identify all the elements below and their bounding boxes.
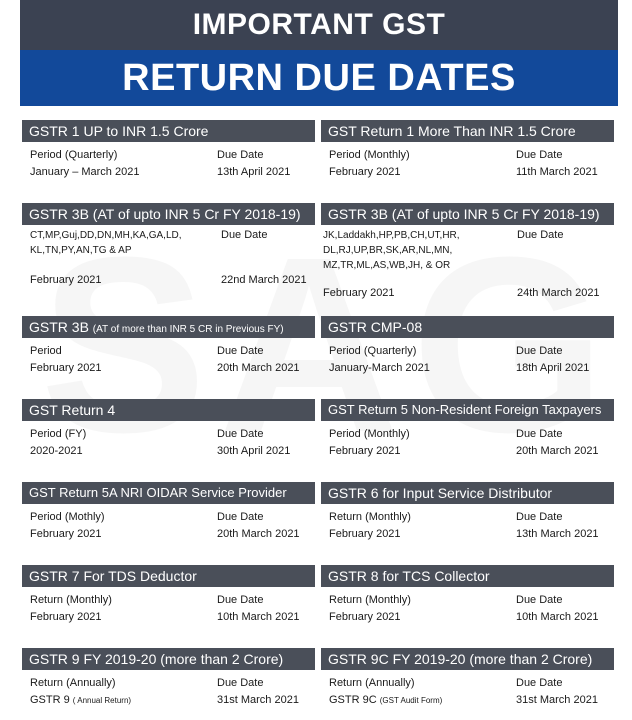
value-left: February 2021 <box>323 287 395 299</box>
return-form-note: (GST Audit Form) <box>379 696 443 705</box>
card-title-main: GSTR 3B <box>29 319 89 335</box>
card-title: GST Return 5A NRI OIDAR Service Provider <box>22 482 315 504</box>
value-right: 30th April 2021 <box>217 445 291 457</box>
label-left: Return (Monthly) <box>329 511 411 523</box>
value-right: 10th March 2021 <box>516 611 599 623</box>
label-right: Due Date <box>217 677 264 689</box>
value-left: January – March 2021 <box>30 166 140 178</box>
value-right: 20th March 2021 <box>516 445 599 457</box>
value-left <box>329 692 516 709</box>
card-gst-return5a <box>22 482 315 565</box>
value-right: 18th April 2021 <box>516 362 590 374</box>
card-gstr3b-group1 <box>22 203 315 316</box>
label-left: Period (Monthly) <box>329 428 410 440</box>
label-right: Due Date <box>517 229 564 241</box>
card-gstr1-more <box>321 120 614 203</box>
card-gstr1-upto <box>22 120 315 203</box>
label-left: Return (Monthly) <box>30 594 112 606</box>
card-title-note: (AT of more than INR 5 CR in Previous FY) <box>92 324 284 335</box>
header-title-line1: IMPORTANT GST <box>20 0 618 50</box>
value-left: February 2021 <box>329 611 401 623</box>
card-gstr3b-more <box>22 316 315 399</box>
value-left: February 2021 <box>329 166 401 178</box>
label-left: Period (Mothly) <box>30 511 105 523</box>
label-left: Period (FY) <box>30 428 87 440</box>
card-title: GSTR 7 For TDS Deductor <box>22 565 315 587</box>
label-left: Return (Monthly) <box>329 594 411 606</box>
label-right: Due Date <box>217 511 264 523</box>
card-title: GSTR 3B (AT of upto INR 5 Cr FY 2018-19) <box>321 203 614 225</box>
label-left: Return (Annually) <box>30 677 116 689</box>
label-right: Due Date <box>217 345 264 357</box>
states-list: JK,Laddakh,HP,PB,CH,UT,HR, DL,RJ,UP,BR,SK,AR,NL,MN, MZ,TR,ML,AS,WB,JH, & OR <box>323 230 460 271</box>
label-right: Due Date <box>516 677 563 689</box>
value-left: January-March 2021 <box>329 362 430 374</box>
states-list: CT,MP,Guj,DD,DN,MH,KA,GA,LD, KL,TN,PY,AN,TG & AP <box>30 230 182 256</box>
value-left: February 2021 <box>30 611 102 623</box>
label-right: Due Date <box>516 149 563 161</box>
card-title <box>22 316 315 338</box>
label-left: Return (Annually) <box>329 677 415 689</box>
card-gstr-cmp08 <box>321 316 614 399</box>
due-date-grid <box>22 120 614 718</box>
header-banner <box>20 0 618 106</box>
value-right: 22nd March 2021 <box>221 274 307 286</box>
card-title: GSTR 1 UP to INR 1.5 Crore <box>22 120 315 142</box>
card-title: GSTR 8 for TCS Collector <box>321 565 614 587</box>
card-title: GSTR 9C FY 2019-20 (more than 2 Crore) <box>321 648 614 670</box>
label-left: Period (Monthly) <box>329 149 410 161</box>
value-left: February 2021 <box>329 445 401 457</box>
card-title: GST Return 5 Non-Resident Foreign Taxpayers <box>321 399 614 421</box>
card-gstr3b-group2 <box>321 203 614 316</box>
value-left: February 2021 <box>30 528 102 540</box>
card-title: GSTR 6 for Input Service Distributor <box>321 482 614 504</box>
value-left: February 2021 <box>30 362 102 374</box>
card-gst-return5 <box>321 399 614 482</box>
label-left: Period <box>30 345 62 357</box>
card-gstr7 <box>22 565 315 648</box>
value-right: 11th March 2021 <box>516 166 598 178</box>
label-right: Due Date <box>516 594 563 606</box>
return-form-note: ( Annual Return) <box>72 696 132 705</box>
label-right: Due Date <box>516 511 563 523</box>
card-title: GSTR CMP-08 <box>321 316 614 338</box>
card-title: GSTR 9 FY 2019-20 (more than 2 Crore) <box>22 648 315 670</box>
card-gstr6 <box>321 482 614 565</box>
label-right: Due Date <box>221 229 268 241</box>
return-form-name: GSTR 9C <box>329 694 377 706</box>
value-left: 2020-2021 <box>30 445 83 457</box>
label-right: Due Date <box>516 428 563 440</box>
value-right: 20th March 2021 <box>217 528 300 540</box>
label-right: Due Date <box>217 428 264 440</box>
label-right: Due Date <box>516 345 563 357</box>
card-title: GSTR 3B (AT of upto INR 5 Cr FY 2018-19) <box>22 203 315 225</box>
value-right: 13th April 2021 <box>217 166 291 178</box>
card-gstr8 <box>321 565 614 648</box>
value-left: February 2021 <box>329 528 401 540</box>
value-left: February 2021 <box>30 274 102 286</box>
label-left: Period (Quarterly) <box>30 149 118 161</box>
value-right: 10th March 2021 <box>217 611 300 623</box>
value-right: 31st March 2021 <box>217 694 299 706</box>
header-title-line2: RETURN DUE DATES <box>122 56 516 99</box>
value-right: 31st March 2021 <box>516 694 598 706</box>
card-title: GST Return 1 More Than INR 1.5 Crore <box>321 120 614 142</box>
card-gst-return4 <box>22 399 315 482</box>
label-left: Period (Quarterly) <box>329 345 417 357</box>
card-gstr9c <box>321 648 614 718</box>
value-right: 24th March 2021 <box>517 287 600 299</box>
card-title: GST Return 4 <box>22 399 315 421</box>
label-right: Due Date <box>217 149 264 161</box>
return-form-name: GSTR 9 <box>30 694 70 706</box>
value-right: 20th March 2021 <box>217 362 300 374</box>
card-gstr9 <box>22 648 315 718</box>
value-left <box>30 692 217 709</box>
label-right: Due Date <box>217 594 264 606</box>
value-right: 13th March 2021 <box>516 528 599 540</box>
